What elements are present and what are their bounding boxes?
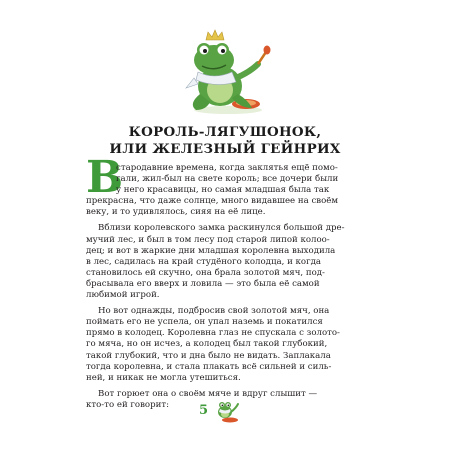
text-line: у него красавицы, но самая младшая была так	[116, 185, 330, 196]
text-line: любимой игрой.	[86, 290, 160, 301]
frog-prince-illustration	[170, 28, 280, 116]
text-line: дец; и вот в жаркие дни младшая королевна выходила	[86, 245, 336, 256]
title-line-1: КОРОЛЬ-ЛЯГУШОНОК,	[128, 124, 322, 140]
frog-with-plate-icon	[213, 396, 241, 424]
text-line: брасывала его вверх и ловила — это была её самой	[86, 278, 320, 289]
text-line: кто-то ей говорит:	[86, 399, 169, 410]
text-line: мучий лес, и был в том лесу под старой липой колоо-	[86, 234, 330, 245]
text-line: в лес, садилась на край студёного колодца, и когда	[86, 256, 322, 267]
drop-cap-letter: В	[86, 152, 124, 203]
text-line: веку, и то удивлялось, сияя на её лице.	[86, 207, 266, 218]
text-line: такой глубокий, что и дна было не видать. Заплакала	[86, 350, 331, 361]
text-line: поймать его не успела, он упал наземь и покатился	[86, 317, 323, 328]
paragraph-1	[86, 163, 366, 218]
frog-prince-with-crown-icon	[170, 28, 280, 116]
text-line: Вот горюет она о своём мяче и вдруг слышит —	[98, 388, 318, 399]
footer-frog-illustration	[213, 396, 241, 424]
text-line: прекрасна, что даже солнце, много видавшее на своём	[86, 196, 339, 207]
text-line: Вблизи королевского замка раскинулся большой дре-	[98, 223, 345, 234]
page-number: 5	[199, 403, 209, 418]
text-line: стародавние времена, когда заклятья ещё помо-	[116, 163, 338, 173]
paragraph-3	[86, 306, 366, 384]
text-line: гали, жил-был на свете король; все дочери были	[116, 174, 339, 185]
text-line: ней, и никак не могла утешиться.	[86, 372, 241, 383]
text-line: Но вот однажды, подбросив свой золотой мяч, она	[98, 306, 330, 317]
story-body	[86, 163, 366, 416]
text-line: становилось ей скучно, она брала золотой мяч, под-	[86, 267, 325, 278]
paragraph-2	[86, 223, 366, 301]
text-line: прямо в колодец. Королевна глаз не спускала с золото-	[86, 328, 340, 339]
title-line-2: ИЛИ ЖЕЛЕЗНЫЙ ГЕЙНРИХ	[109, 141, 341, 157]
text-line: го мяча, но он исчез, а колодец был такой глубокий,	[86, 339, 328, 350]
text-line: тогда королевна, и стала плакать всё сильней и силь-	[86, 361, 332, 372]
